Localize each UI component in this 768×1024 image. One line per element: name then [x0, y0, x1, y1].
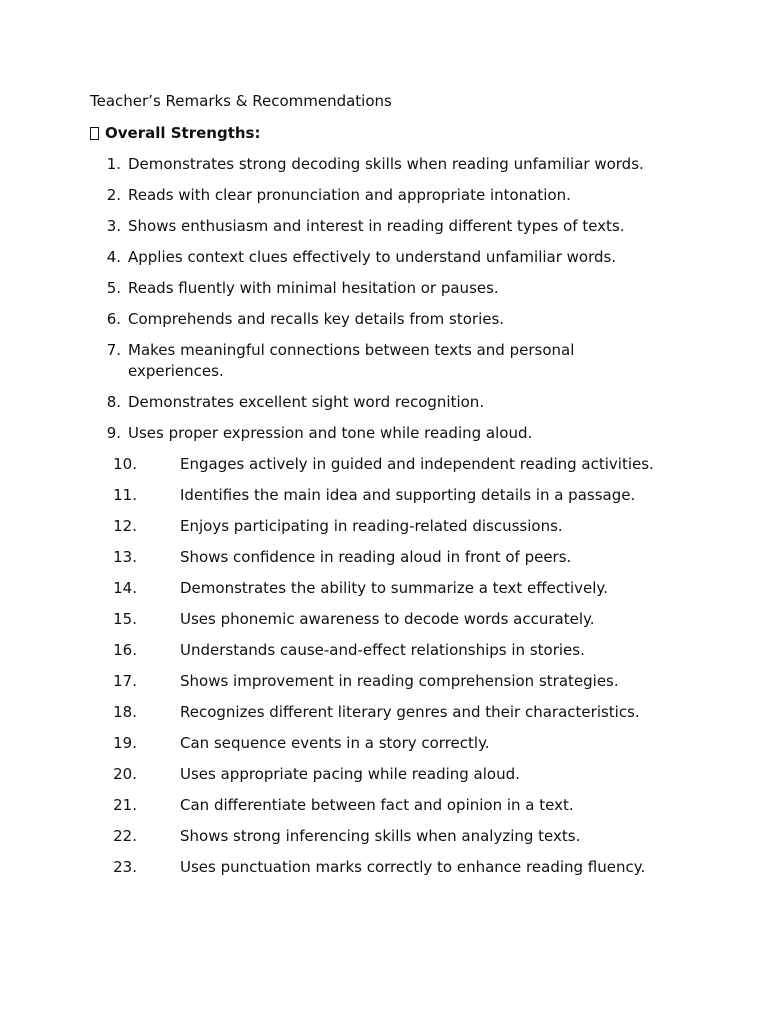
list-item-number: 12.: [113, 517, 137, 535]
list-item-text: Reads with clear pronunciation and appropriate intonation.: [128, 186, 571, 204]
document-title: Teacher’s Remarks & Recommendations: [90, 92, 392, 110]
list-item: [90, 764, 710, 785]
list-item-number: 21.: [113, 796, 137, 814]
list-item: [90, 278, 710, 299]
list-item-text: Can sequence events in a story correctly.: [180, 734, 490, 752]
list-item-text: Comprehends and recalls key details from stories.: [128, 310, 505, 328]
list-item-number: 11.: [113, 486, 137, 504]
list-item-number: 22.: [113, 827, 137, 845]
section-heading: [90, 123, 710, 143]
list-item: [90, 454, 710, 475]
list-item: [90, 671, 710, 692]
list-item-number: 2.: [106, 186, 121, 204]
list-item: [90, 423, 710, 444]
list-item-number: 3.: [106, 217, 121, 235]
list-item-text: Makes meaningful connections between texts and personal experiences.: [128, 341, 575, 380]
list-item-text: Engages actively in guided and independent reading activities.: [180, 455, 654, 473]
list-item: [90, 340, 710, 382]
list-item-text: Shows strong inferencing skills when analyzing texts.: [180, 827, 581, 845]
list-item-text: Demonstrates strong decoding skills when reading unfamiliar words.: [128, 155, 644, 173]
list-item: [90, 857, 710, 878]
list-item-number: 1.: [106, 155, 121, 173]
list-item-text: Can differentiate between fact and opinion in a text.: [180, 796, 574, 814]
list-item-number: 18.: [113, 703, 137, 721]
list-item: [90, 309, 710, 330]
list-item: [90, 609, 710, 630]
list-item: [90, 516, 710, 537]
list-item: [90, 795, 710, 816]
list-item-number: 20.: [113, 765, 137, 783]
list-item-text: Uses punctuation marks correctly to enhance reading fluency.: [180, 858, 646, 876]
list-item-text: Identifies the main idea and supporting details in a passage.: [180, 486, 636, 504]
list-item: [90, 154, 710, 175]
list-item-text: Shows improvement in reading comprehension strategies.: [180, 672, 619, 690]
list-item-text: Uses proper expression and tone while reading aloud.: [128, 424, 533, 442]
list-item-number: 7.: [106, 341, 121, 359]
section-heading-label: Overall Strengths:: [105, 124, 261, 142]
list-item-text: Demonstrates the ability to summarize a text effectively.: [180, 579, 608, 597]
list-item: [90, 578, 710, 599]
list-item-text: Enjoys participating in reading-related discussions.: [180, 517, 563, 535]
list-item: [90, 826, 710, 847]
list-item-number: 6.: [106, 310, 121, 328]
list-item: [90, 702, 710, 723]
list-item-text: Uses phonemic awareness to decode words accurately.: [180, 610, 595, 628]
list-item-text: Understands cause-and-effect relationships in stories.: [180, 641, 585, 659]
list-item-text: Uses appropriate pacing while reading aloud.: [180, 765, 520, 783]
list-item-number: 8.: [106, 393, 121, 411]
list-item: [90, 733, 710, 754]
list-item: [90, 247, 710, 268]
missing-glyph-icon: [90, 127, 99, 140]
list-item-text: Recognizes different literary genres and their characteristics.: [180, 703, 640, 721]
list-item-number: 16.: [113, 641, 137, 659]
list-item-text: Shows confidence in reading aloud in front of peers.: [180, 548, 572, 566]
list-item-number: 23.: [113, 858, 137, 876]
list-item-number: 17.: [113, 672, 137, 690]
list-item: [90, 392, 710, 413]
list-item-number: 19.: [113, 734, 137, 752]
list-item-text: Demonstrates excellent sight word recognition.: [128, 393, 485, 411]
list-item: [90, 547, 710, 568]
list-item: [90, 640, 710, 661]
list-item: [90, 216, 710, 237]
list-item-number: 9.: [106, 424, 121, 442]
document-page: [90, 91, 710, 888]
list-item-text: Applies context clues effectively to understand unfamiliar words.: [128, 248, 617, 266]
list-item-text: Reads fluently with minimal hesitation or pauses.: [128, 279, 499, 297]
list-item-text: Shows enthusiasm and interest in reading different types of texts.: [128, 217, 625, 235]
list-item: [90, 185, 710, 206]
list-item-number: 13.: [113, 548, 137, 566]
list-item: [90, 485, 710, 506]
list-item-number: 5.: [106, 279, 121, 297]
list-item-number: 4.: [106, 248, 121, 266]
list-item-number: 15.: [113, 610, 137, 628]
list-item-number: 10.: [113, 455, 137, 473]
list-item-number: 14.: [113, 579, 137, 597]
strengths-list: [90, 154, 710, 878]
